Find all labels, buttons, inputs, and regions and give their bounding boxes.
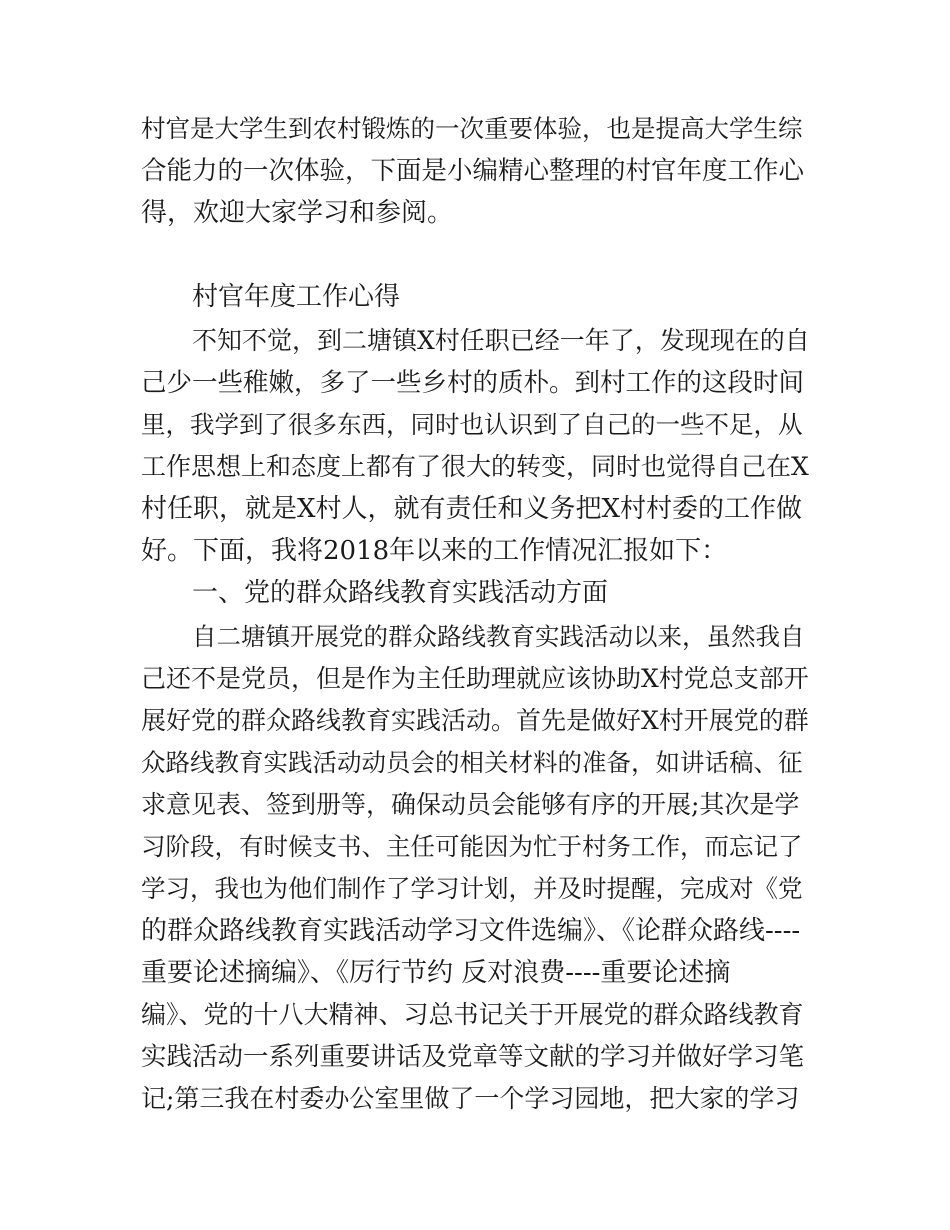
body-line: 重要论述摘编》、《厉行节约 反对浪费----重要论述摘 bbox=[141, 958, 731, 988]
body-line: 众路线教育实践活动动员会的相关材料的准备，如讲话稿、征 bbox=[141, 748, 803, 777]
body-line: 己少一些稚嫩，多了一些乡村的质朴。到村工作的这段时间 bbox=[141, 368, 805, 398]
body-line: 编》、党的十八大精神、习总书记关于开展党的群众路线教育 bbox=[141, 1000, 804, 1029]
subheading: 一、党的群众路线教育实践活动方面 bbox=[192, 578, 609, 608]
body-line: 不知不觉，到二塘镇X村任职已经一年了，发现现在的自 bbox=[192, 326, 810, 355]
section-title: 村官年度工作心得 bbox=[192, 282, 401, 312]
body-line: 村任职，就是X村人，就有责任和义务把X村村委的工作做 bbox=[141, 494, 803, 524]
body-line: 好。下面，我将2018年以来的工作情况汇报如下： bbox=[141, 536, 728, 566]
body-line: 己还不是党员，但是作为主任助理就应该协助X村党总支部开 bbox=[141, 664, 809, 693]
intro-line: 村官是大学生到农村锻炼的一次重要体验，也是提高大学生综 bbox=[141, 114, 803, 143]
intro-line: 合能力的一次体验，下面是小编精心整理的村官年度工作心 bbox=[141, 156, 805, 186]
body-line: 实践活动一系列重要讲话及党章等文献的学习并做好学习笔 bbox=[141, 1042, 805, 1072]
body-line: 记;第三我在村委办公室里做了一个学习园地，把大家的学习 bbox=[141, 1084, 800, 1113]
body-line: 的群众路线教育实践活动学习文件选编》、《论群众路线---- bbox=[141, 916, 801, 946]
body-line: 学习，我也为他们制作了学习计划，并及时提醒，完成对《党 bbox=[141, 874, 803, 903]
body-line: 工作思想上和态度上都有了很大的转变，同时也觉得自己在X bbox=[141, 452, 809, 481]
body-line: 里，我学到了很多东西，同时也认识到了自己的一些不足，从 bbox=[141, 410, 803, 439]
intro-line: 得，欢迎大家学习和参阅。 bbox=[141, 198, 454, 228]
body-line: 展好党的群众路线教育实践活动。首先是做好X村开展党的群 bbox=[141, 706, 809, 735]
body-line: 习阶段，有时候支书、主任可能因为忙于村务工作，而忘记了 bbox=[141, 832, 803, 861]
body-line: 求意见表、签到册等，确保动员会能够有序的开展;其次是学 bbox=[141, 790, 800, 819]
body-line: 自二塘镇开展党的群众路线教育实践活动以来，虽然我自 bbox=[192, 622, 805, 651]
